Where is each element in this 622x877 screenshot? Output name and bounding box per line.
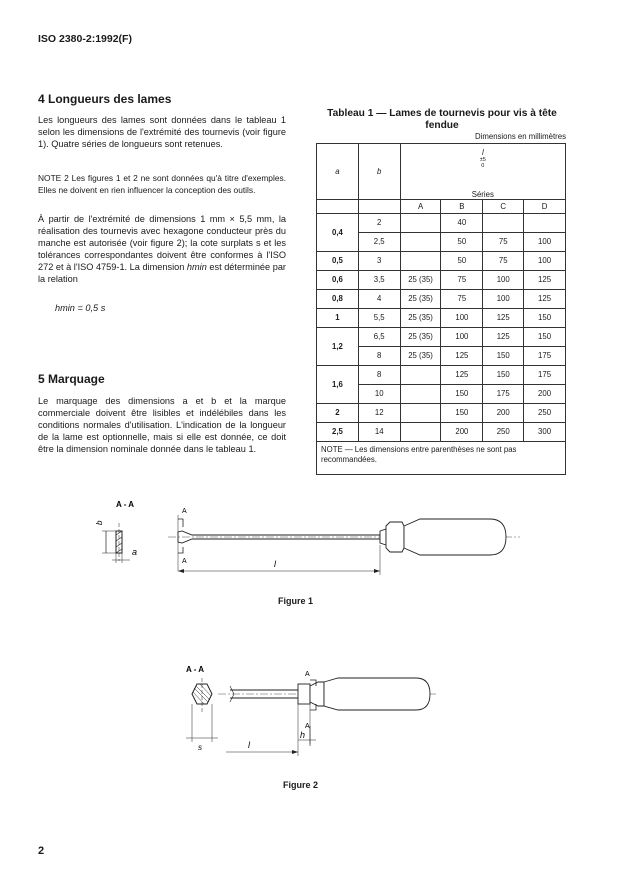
col-header-l	[400, 144, 565, 174]
cell-series-a	[400, 251, 441, 270]
cell-a: 1,6	[317, 365, 359, 403]
cell-series-c: 100	[483, 289, 524, 308]
section-5-title: 5 Marquage	[38, 372, 105, 386]
table-1	[316, 143, 566, 475]
cell-series-d: 150	[524, 308, 566, 327]
fig2-screwdriver	[218, 678, 436, 756]
paragraph-2-end: est déterminée par la relation	[38, 262, 286, 285]
cell-series-b: 75	[441, 289, 483, 308]
cell-a: 2,5	[317, 422, 359, 441]
col-header-a: a	[317, 144, 359, 200]
series-header-c: C	[483, 199, 524, 213]
cell-a: 0,8	[317, 289, 359, 308]
spacer-b	[358, 199, 400, 213]
cell-b: 8	[358, 346, 400, 365]
series-header-d: D	[524, 199, 566, 213]
cell-series-b: 125	[441, 346, 483, 365]
cell-b: 5,5	[358, 308, 400, 327]
cell-series-a: 25 (35)	[400, 327, 441, 346]
cell-series-d	[524, 213, 566, 232]
table-row	[317, 289, 566, 308]
table-row	[317, 365, 566, 384]
hmin-symbol: hmin	[186, 262, 207, 273]
section-5-paragraph: Le marquage des dimensions a et b et la marque commerciale doivent être lisibles et indélébiles dans les conditions normales d'utilisation. L'indication de la longueur de la lame est optionnelle, mais si elle est donnée, ce doit être la dimension nominale donnée dans le tableau 1.	[38, 396, 286, 455]
hmin-formula: hmin = 0,5 s	[55, 303, 106, 313]
cell-series-a: 25 (35)	[400, 346, 441, 365]
cell-series-a	[400, 232, 441, 251]
cell-series-c: 125	[483, 308, 524, 327]
cell-series-b: 40	[441, 213, 483, 232]
section-4-paragraph-1: Les longueurs des lames sont données dans le tableau 1 selon les dimensions de l'extrémité des tournevis (voir figure 1). Quatre séries de longueurs sont retenues.	[38, 115, 286, 150]
cell-series-b: 200	[441, 422, 483, 441]
series-header-b: B	[441, 199, 483, 213]
table-row	[317, 422, 566, 441]
cell-series-c	[483, 213, 524, 232]
cell-series-c: 75	[483, 251, 524, 270]
table-row	[317, 251, 566, 270]
figure-2-caption: Figure 2	[283, 780, 319, 790]
figure-1-caption: Figure 1	[278, 596, 314, 606]
cell-series-d: 100	[524, 251, 566, 270]
cell-series-b: 50	[441, 251, 483, 270]
cell-b: 14	[358, 422, 400, 441]
series-header-a: A	[400, 199, 441, 213]
cell-series-a	[400, 384, 441, 403]
cell-series-b: 50	[441, 232, 483, 251]
cell-series-d: 125	[524, 289, 566, 308]
fig1-dim-a: a	[132, 547, 138, 557]
cell-series-b: 125	[441, 365, 483, 384]
series-label: Séries	[400, 173, 565, 199]
fig2-dim-h: h	[300, 730, 306, 740]
cell-series-b: 150	[441, 384, 483, 403]
page-number: 2	[38, 845, 45, 857]
cell-series-a	[400, 213, 441, 232]
paragraph-2-text: À partir de l'extrémité de dimensions 1 mm × 5,5 mm, la réalisation des tournevis avec hexagone conducteur près du manche est autorisée (voir figure 2); la cote surplats s et les tolérances correspondantes doivent être conformes à l'ISO 272 et à l'ISO 4759-1. La dimension	[38, 214, 286, 273]
fig1-dim-b: b	[95, 520, 104, 525]
fig2-dim-s: s	[198, 743, 202, 752]
cell-a: 1	[317, 308, 359, 327]
cell-b: 2	[358, 213, 400, 232]
cell-series-b: 100	[441, 308, 483, 327]
cell-series-c: 100	[483, 270, 524, 289]
cell-series-d: 200	[524, 384, 566, 403]
cell-series-c: 175	[483, 384, 524, 403]
table-row	[317, 403, 566, 422]
cell-series-d: 150	[524, 327, 566, 346]
cell-series-d: 125	[524, 270, 566, 289]
cell-series-d: 175	[524, 346, 566, 365]
cell-series-c: 200	[483, 403, 524, 422]
fig2-hex-cross-section	[186, 678, 218, 742]
cell-series-a: 25 (35)	[400, 289, 441, 308]
table-1-note: NOTE — Les dimensions entre parenthèses ne sont pas recommandées.	[317, 441, 566, 474]
cell-series-c: 75	[483, 232, 524, 251]
fig1-cross-section	[102, 523, 130, 563]
document-id: ISO 2380-2:1992(F)	[38, 33, 132, 45]
cell-series-a: 25 (35)	[400, 270, 441, 289]
cell-b: 3,5	[358, 270, 400, 289]
cell-series-c: 125	[483, 327, 524, 346]
section-4-title: 4 Longueurs des lames	[38, 92, 172, 106]
figure-1-drawing	[90, 495, 530, 605]
cell-series-d: 300	[524, 422, 566, 441]
l-symbol: l	[481, 147, 484, 157]
cell-b: 2,5	[358, 232, 400, 251]
fig1-mark-a-bottom: A	[182, 558, 187, 565]
cell-b: 4	[358, 289, 400, 308]
cell-b: 6,5	[358, 327, 400, 346]
l-tolerance: ±5 0	[479, 156, 486, 169]
cell-series-c: 250	[483, 422, 524, 441]
cell-b: 10	[358, 384, 400, 403]
fig1-mark-a-top: A	[182, 508, 187, 515]
fig2-section-label: A - A	[186, 665, 205, 674]
cell-a: 0,6	[317, 270, 359, 289]
fig2-mark-a-top: A	[305, 671, 310, 678]
col-header-b: b	[358, 144, 400, 200]
cell-series-a	[400, 365, 441, 384]
cell-series-c: 150	[483, 346, 524, 365]
cell-series-d: 250	[524, 403, 566, 422]
spacer-a	[317, 199, 359, 213]
cell-series-d: 175	[524, 365, 566, 384]
fig1-dim-l: l	[274, 559, 276, 569]
fig1-section-label: A - A	[116, 500, 135, 509]
cell-series-b: 75	[441, 270, 483, 289]
table-row	[317, 213, 566, 232]
note-2: NOTE 2 Les figures 1 et 2 ne sont données qu'à titre d'exemples. Elles ne doivent en rien influencer la conception des outils.	[38, 173, 286, 195]
fig1-screwdriver	[168, 515, 520, 575]
cell-a: 2	[317, 403, 359, 422]
table-1-units: Dimensions en millimètres	[475, 132, 566, 141]
section-4-paragraph-2	[38, 213, 286, 286]
cell-series-c: 150	[483, 365, 524, 384]
cell-series-b: 100	[441, 327, 483, 346]
cell-series-d: 100	[524, 232, 566, 251]
figure-2-drawing	[178, 660, 448, 765]
table-1-title: Tableau 1 — Lames de tournevis pour vis à tête fendue	[327, 108, 557, 131]
table-row	[317, 308, 566, 327]
cell-a: 0,5	[317, 251, 359, 270]
cell-a: 1,2	[317, 327, 359, 365]
fig2-mark-a-bottom: A	[305, 723, 310, 730]
cell-series-a	[400, 422, 441, 441]
cell-b: 12	[358, 403, 400, 422]
cell-series-b: 150	[441, 403, 483, 422]
cell-a: 0,4	[317, 213, 359, 251]
cell-series-a	[400, 403, 441, 422]
cell-b: 3	[358, 251, 400, 270]
table-row	[317, 270, 566, 289]
cell-series-a: 25 (35)	[400, 308, 441, 327]
fig2-dim-l: l	[248, 740, 250, 750]
table-row	[317, 327, 566, 346]
cell-b: 8	[358, 365, 400, 384]
